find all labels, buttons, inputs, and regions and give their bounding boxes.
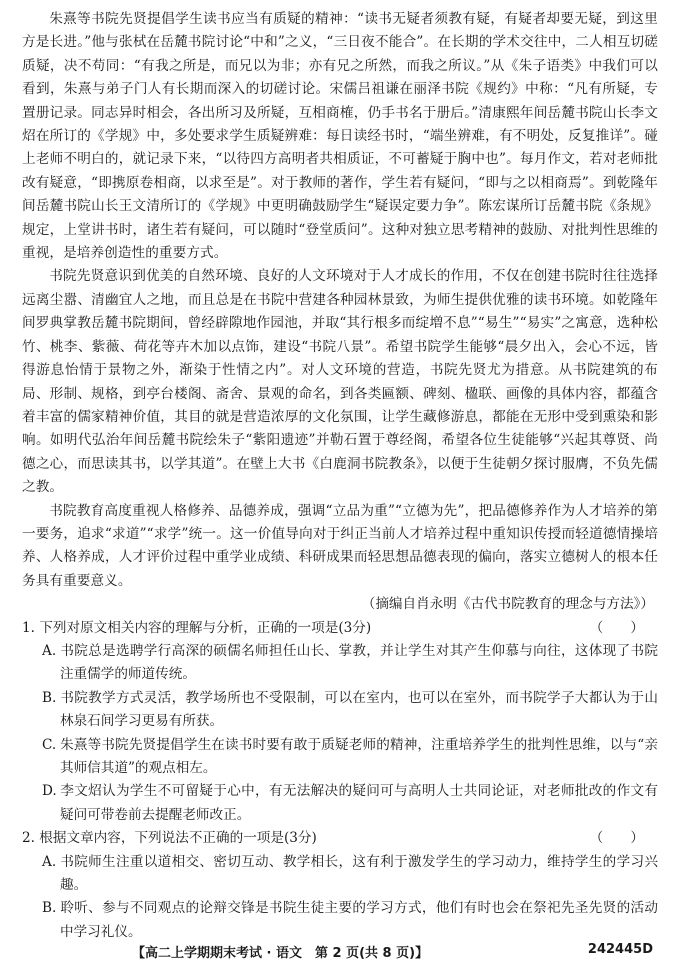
answer-paren: （ ） [589,830,644,847]
option-label: D. [42,783,57,800]
option-b [22,897,658,944]
question-1 [22,617,658,828]
option-label: A. [42,642,57,659]
answer-paren: （ ） [589,619,644,636]
question-stem [22,827,658,850]
option-c [22,734,658,781]
option-text: 书院教学方式灵活，教学场所也不受限制，可以在室内，也可以在室外，而书院学子大都认为于山林泉石间学习更易有所获。 [60,689,658,730]
option-text: 书院总是选聘学行高深的硕儒名师担任山长、掌教，并让学生对其产生仰慕与向往，这体现了书院注重儒学的师道传统。 [60,642,658,683]
question-stem-text: 2. 根据文章内容，下列说法不正确的一项是(3分) [22,830,317,847]
footer-title: 【高二上学期期末考试 · 语文 第 2 页(共 8 页)】 [132,946,429,961]
option-d [22,780,658,827]
option-b [22,687,658,734]
option-label: C. [42,736,57,753]
question-2 [22,827,658,944]
exam-page [22,8,658,944]
passage-source: （摘编自肖永明《古代书院教育的理念与方法》） [361,596,654,613]
question-stem-text: 1. 下列对原文相关内容的理解与分析，正确的一项是(3分) [22,619,372,636]
question-stem [22,617,658,640]
option-text: 书院师生注重以道相交、密切互动、教学相长，这有利于激发学生的学习动力，维持学生的学习兴趣。 [60,853,658,894]
option-a [22,851,658,898]
passage-paragraph-2: 书院先贤意识到优美的自然环境、良好的人文环境对于人才成长的作用，不仅在创建书院时往往选择远离尘嚣、清幽宜人之地，而且总是在书院中营建各种园林景致，为师生提供优雅的读书环境。如乾隆年间罗典掌教岳麓书院期间，曾经辟隙地作园池，并取“其行根多而绽増不息”“易生”“易实”之寓意，选种松竹、桃李、紫薇、荷花等卉木加以点饰，建设“书院八景”。希望书院学生能够“晨夕出入，会心不远，皆得游息怡情于景物之外，渐染于性情之内”。对人文环境的营造，书院先贤尤为措意。从书院建筑的布局、形制、规格，到亭台楼阁、斋舍、景观的命名，到各类匾额、碑刻、楹联、画像的具体内容，都蕴含着丰富的儒家精神价值，其目的就是营造浓厚的文化氛围，让学生藏修游息，都能在无形中受到熏染和影响。如明代弘治年间岳麓书院绘朱子“紫阳遗迹”并勒石置于尊经阁，希望各位生徒能够“兴起其尊贤、尚德之心，而思读其书，以学其道”。在壁上大书《白鹿洞书院教条》，以便于生徒朝夕探讨服膺，不负先儒之教。 [22,268,658,496]
page-footer [0,940,677,962]
option-text: 朱熹等书院先贤提倡学生在读书时要有敢于质疑老师的精神，注重培养学生的批判性思维，以与“亲其师信其道”的观点相左。 [60,736,658,776]
footer-code: 242445D [587,942,653,957]
option-label: B. [42,689,57,706]
passage-paragraph-1: 朱熹等书院先贤提倡学生读书应当有质疑的精神：“读书无疑者须教有疑，有疑者却要无疑，到这里方是长进。”他与张栻在岳麓书院讨论“中和”之义，“三日夜不能合”。在长期的学术交往中，二人相互切磋质疑，决不苟同：“有我之所是，而兄以为非；亦有兄之所然，而我之所议。”从《朱子语类》中我们可以看到，朱熹与弟子门人有长期而深入的切磋讨论。宋儒吕祖谦在丽泽书院《规约》中称：“凡有所疑，专置册记录。同志异时相会，各出所习及所疑，互相商榷，仍手书名于册后。”清康熙年间岳麓书院山长李文炤在所订的《学规》中，多处要求学生质疑辨难：每日读经书时，“端坐辨难，有不明处，反复推详”。碰上老师不明白的，就记录下来，“以待四方高明者共相质证，不可蓄疑于胸中也”。每月作文，若对老师批改有疑意，“即携原卷相商，以求至是”。对于教师的著作，学生若有疑问，“即与之以相商焉”。到乾隆年间岳麓书院山长王文清所订的《学规》中更明确鼓励学生“疑误定要力争”。陈宏谋所订岳麓书院《条规》规定，上堂讲书时，诸生若有疑问，可以随时“登堂质问”。这种对独立思考精神的鼓励、对批判性思维的重视，是培养创造性的重要方式。 [22,11,658,262]
option-text: 聆听、参与不同观点的论辩交锋是书院生徒主要的学习方式，他们有时也会在祭祀先圣先贤的活动中学习礼仪。 [60,900,658,940]
option-text: 李文炤认为学生不可留疑于心中，有无法解决的疑问可与高明人士共同论证，对老师批改的作文有疑问可带卷前去提醒老师改正。 [60,783,658,823]
option-label: A. [42,853,57,870]
option-label: B. [42,900,57,917]
passage-paragraph-3: 书院教育高度重视人格修养、品德养成，强调“立品为重”“立德为先”，把品德修养作为人才培养的第一要务，追求“求道”“求学”统一。这一价值导向对于纠正当前人才培养过程中重知识传授而轻道德情操培养、人格养成，人才评价过程中重学业成绩、科研成果而轻思想品德表现的偏向，落实立德树人的根本任务具有重要意义。 [22,502,658,589]
option-a [22,640,658,687]
